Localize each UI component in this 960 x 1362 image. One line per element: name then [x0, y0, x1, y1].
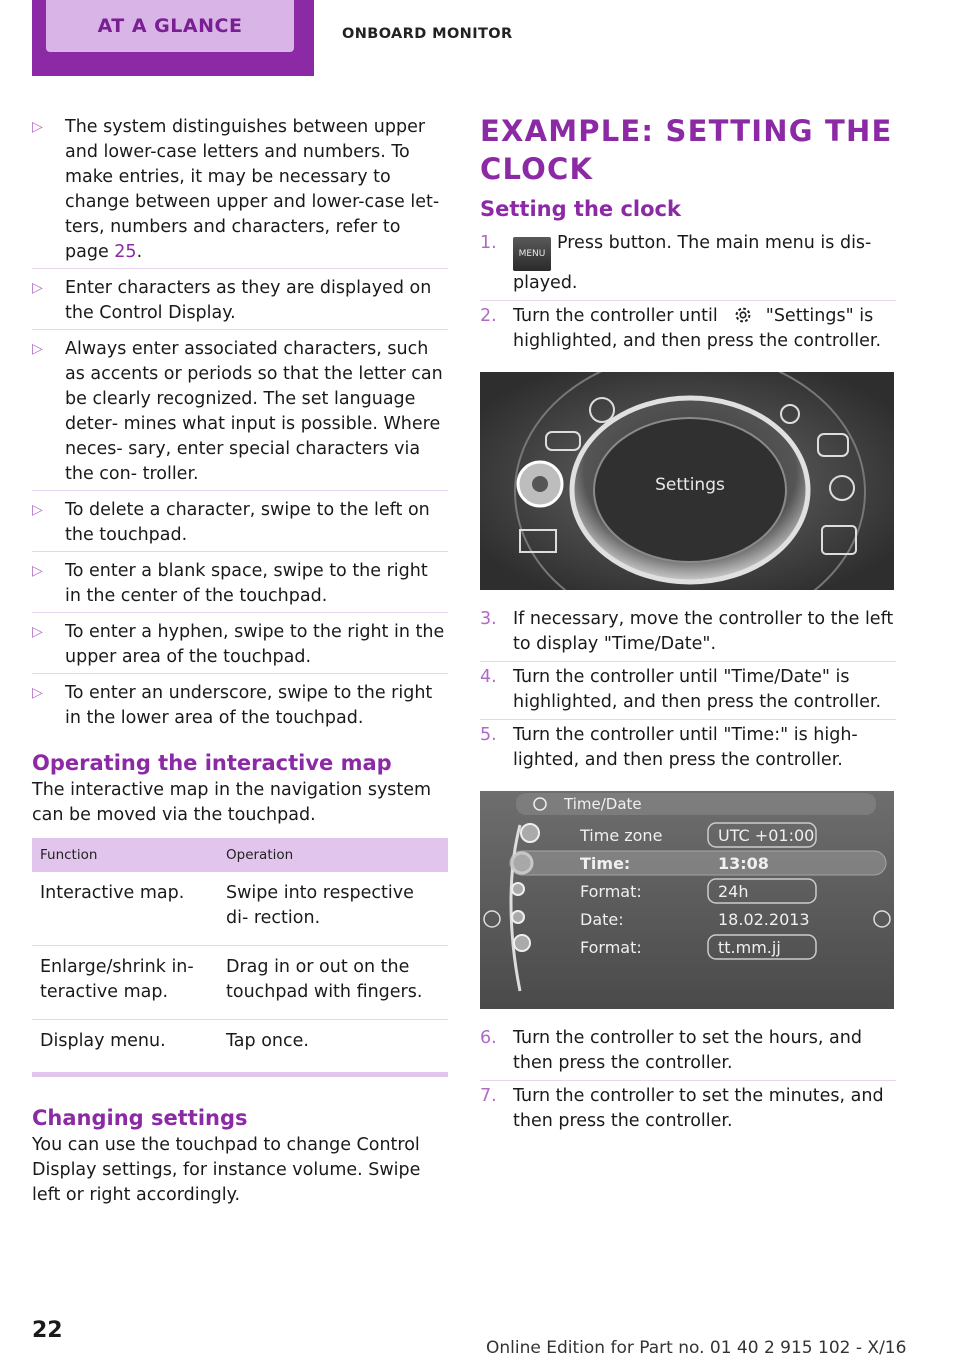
table-row: Interactive map. Swipe into respective di‐ rection. — [32, 872, 448, 946]
menu-button-icon: MENU — [513, 237, 551, 271]
date-label: Date: — [580, 910, 624, 929]
tab-at-a-glance-label: AT A GLANCE — [46, 0, 294, 52]
triangle-bullet-icon: ▷ — [32, 624, 43, 640]
timezone-label: Time zone — [580, 826, 663, 845]
tab-at-a-glance[interactable] — [32, 0, 314, 76]
timedate-screen-image — [480, 791, 894, 1009]
list-item: ▷ To enter a blank space, swipe to the right in the center of the touchpad. — [32, 556, 448, 613]
table-header-row — [32, 838, 448, 872]
date-format-value: tt.mm.jj — [718, 938, 781, 957]
time-label: Time: — [580, 854, 631, 873]
list-item: ▷ Enter characters as they are displayed on the Control Display. — [32, 273, 448, 330]
section-title: ONBOARD MONITOR — [342, 26, 513, 42]
step-4: 4. Turn the controller until "Time/Date" is highlighted, and then press the controller. — [480, 662, 896, 720]
timedate-title: Time/Date — [564, 795, 642, 813]
list-item: ▷ To delete a character, swipe to the left on the touchpad. — [32, 495, 448, 552]
list-item: ▷ To enter a hyphen, swipe to the right in the upper area of the touchpad. — [32, 617, 448, 674]
triangle-bullet-icon: ▷ — [32, 685, 43, 701]
step-2: 2. Turn the controller until "Settings" is highlighted, and then press the controller. — [480, 306, 882, 351]
bullet-list — [32, 112, 448, 734]
right-column — [480, 112, 896, 1138]
changing-paragraph: You can use the touchpad to change Control Display settings, for instance volume. Swipe left or right accordingly. — [32, 1135, 421, 1205]
operations-table — [32, 838, 448, 1068]
triangle-bullet-icon: ▷ — [32, 119, 43, 135]
subheading: Setting the clock — [480, 197, 681, 221]
column-header-operation: Operation — [218, 838, 448, 872]
time-value: 13:08 — [718, 854, 769, 873]
edition-note: Online Edition for Part no. 01 40 2 915 102 - X/16 — [486, 1338, 907, 1358]
list-item: ▷ The system distinguishes between upper and lower-case letters and numbers. To make entries, it may be necessary to change between upper and lower-case let‐ ters, numbers and characters, refer to page 25. — [32, 112, 448, 269]
step-3: 3. If necessary, move the controller to the left to display "Time/Date". — [480, 604, 896, 662]
date-value: 18.02.2013 — [718, 910, 810, 929]
list-item: ▷ Always enter associated characters, such as accents or periods so that the letter can be clearly recognized. The set language deter‐ mines what input is possible. Where neces‐ sary, enter special characters via the con‐ troller. — [32, 334, 448, 491]
column-header-function: Function — [32, 838, 218, 872]
map-paragraph: The interactive map in the navigation system can be moved via the touchpad. — [32, 780, 432, 825]
triangle-bullet-icon: ▷ — [32, 502, 43, 518]
format-value: 24h — [718, 882, 749, 901]
changing-heading: Changing settings — [32, 1106, 248, 1130]
triangle-bullet-icon: ▷ — [32, 341, 43, 357]
table-footer-bar — [32, 1072, 448, 1077]
left-column — [32, 112, 448, 1208]
settings-menu-graphic — [480, 372, 894, 590]
triangle-bullet-icon: ▷ — [32, 563, 43, 579]
page-link[interactable]: 25 — [114, 242, 137, 262]
settings-screen-image — [480, 372, 894, 590]
triangle-bullet-icon: ▷ — [32, 280, 43, 296]
settings-label: Settings — [655, 475, 725, 495]
date-format-label: Format: — [580, 938, 642, 957]
page-title: EXAMPLE: SETTING THE CLOCK — [480, 114, 893, 186]
page-number: 22 — [32, 1318, 63, 1343]
table-row: Enlarge/shrink in‐ teractive map. Drag in or out on the touchpad with fingers. — [32, 946, 448, 1020]
table-row: Display menu. Tap once. — [40, 1031, 309, 1051]
step-6: 6. Turn the controller to set the hours, and then press the controller. — [480, 1023, 896, 1081]
step-1: 1. MENUPress button. The main menu is dis‐ played. — [480, 228, 896, 301]
list-item: ▷ To enter an underscore, swipe to the right in the lower area of the touchpad. — [32, 678, 448, 734]
format-label: Format: — [580, 882, 642, 901]
map-heading: Operating the interactive map — [32, 751, 392, 775]
step-5: 5. Turn the controller until "Time:" is high‐ lighted, and then press the controller. — [480, 725, 858, 770]
timezone-value: UTC +01:00 — [718, 826, 815, 845]
gear-icon — [732, 304, 754, 326]
step-7: 7. Turn the controller to set the minutes, and then press the controller. — [480, 1086, 884, 1131]
timedate-menu-graphic — [480, 791, 894, 1009]
